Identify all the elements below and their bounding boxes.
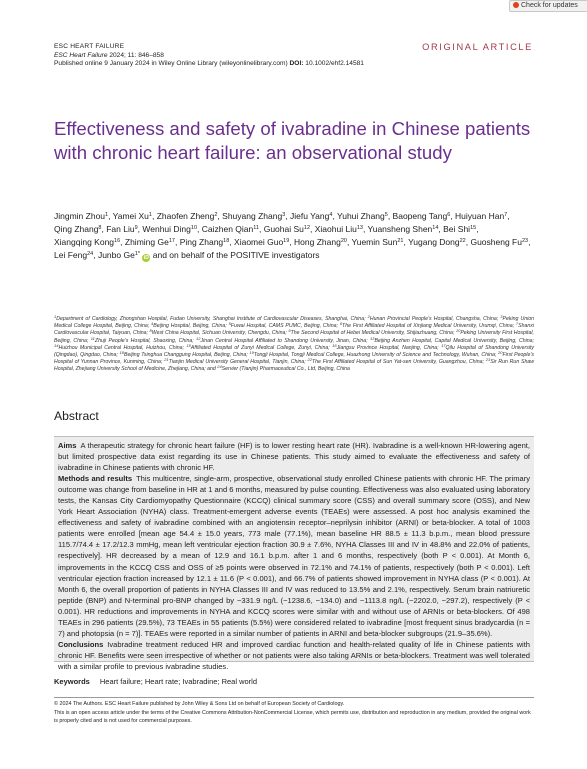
- affiliation-text: Jinan Central Hospital Affiliated to Shandong University, Jinan, China;: [200, 337, 370, 344]
- affiliation-text: Servier (Tianjin) Pharmaceutical Co., Ltd, Beijing, China: [221, 366, 350, 373]
- author-name[interactable]: Guohai Su$^{12}$: [263, 224, 311, 235]
- author-affiliation-ref: 16: [114, 238, 121, 245]
- author-name[interactable]: Ping Zhang$^{18}$: [179, 237, 230, 248]
- author-affiliation-ref: 23: [521, 238, 529, 245]
- doi-value[interactable]: 10.1002/ehf2.14581: [303, 60, 364, 68]
- published-text: Published online 9 January 2024 in Wiley Online Library (wileyonlinelibrary.com): [54, 60, 288, 68]
- abstract-aims: [58, 440, 530, 473]
- doi-label: DOI:: [289, 60, 304, 68]
- author-affiliation-ref: 4: [329, 212, 333, 218]
- aims-label: Aims: [58, 441, 77, 450]
- affiliation-number: 12: [196, 335, 201, 341]
- affiliation-number: 6: [339, 321, 343, 327]
- affiliation-number: 10: [455, 328, 461, 334]
- author-name[interactable]: Jiefu Yang$^4$: [289, 211, 333, 221]
- author-affiliation-ref: 2: [214, 212, 218, 218]
- affiliation-text: Department of Cardiology, Zhongshan Hospital, Fudan University, Shanghai Institute of Cardiovascular Diseases, Shanghai, China;: [56, 316, 368, 322]
- author-affiliation-ref: 24: [87, 251, 94, 258]
- author-affiliation-ref: 21: [397, 238, 404, 245]
- affiliation-number: 21: [164, 357, 169, 363]
- author-name[interactable]: Bei Shi$^{15}$: [443, 224, 477, 235]
- methods-label: Methods and results: [58, 474, 133, 484]
- keywords-text: Heart failure; Heart rate; Ivabradine; Real world: [99, 677, 258, 686]
- affiliation-number: 11: [90, 335, 95, 341]
- author-name[interactable]: Hong Zhang$^{20}$: [294, 237, 347, 248]
- affiliation-text: Qilu Hospital of Shandong University (Qingdao), Qingdao, China;: [54, 344, 535, 359]
- abstract-conclusions: [58, 639, 530, 672]
- author-affiliation-ref: 8: [98, 225, 102, 232]
- affiliation-number: 20: [497, 350, 503, 356]
- affiliation-text: The Second Hospital of Hebei Medical University, Shijiazhuang, China;: [290, 330, 456, 337]
- author-name[interactable]: Yugang Dong$^{22}$: [408, 237, 466, 248]
- author-name[interactable]: Huiyuan Han$^7$: [455, 211, 508, 221]
- affiliation-number: 15: [186, 342, 191, 348]
- author-affiliation-ref: 11: [253, 225, 259, 232]
- author-name[interactable]: Guosheng Fu$^{23}$: [470, 237, 529, 248]
- affiliation-text: Shanxi Cardiovascular Hospital, Taiyuan, China;: [54, 323, 535, 337]
- affiliation-number: 7: [515, 321, 519, 327]
- author-name[interactable]: Shuyang Zhang$^3$: [222, 211, 286, 221]
- keywords: [54, 677, 257, 686]
- author-name[interactable]: Baopeng Tang$^6$: [392, 211, 451, 221]
- author-name[interactable]: Yamei Xu$^1$: [112, 211, 152, 221]
- author-affiliation-ref: 17: [168, 238, 175, 245]
- affiliation-number: 14: [54, 342, 59, 348]
- affiliation-text: Fuwai Hospital, CAMS PUMC, Beijing, China;: [230, 323, 340, 330]
- affiliation-text: The First Affiliated Hospital of Xinjiang Medical University, Urumqi, China;: [342, 323, 516, 330]
- affiliation-number: 3: [500, 314, 503, 319]
- article-type-label: ORIGINAL ARTICLE: [422, 42, 533, 52]
- affiliation-number: 4: [151, 321, 154, 327]
- affiliation-number: 24: [217, 364, 222, 370]
- affiliation-number: 2: [367, 314, 370, 319]
- abstract-methods: [58, 473, 530, 639]
- methods-text: This multicentre, single-arm, prospective, observational study enrolled Chinese patients with chronic HF. The primary outcome was change from baseline in HR at 1 and 6 months, measured by pulse counting. Effectiveness was also evaluated using laboratory tests, the Kansas City Cardiomyopathy Questionnaire (KCCQ) clinical summary score (CSS) and overall summary score (OSS), and New York Heart Association (NYHA) class. Treatment-emergent adverse events (TEAEs) were assessed. A post hoc analysis examined the effectiveness and safety of ivabradine combined with an angiotensin receptor–neprilysin inhibitor (ARNI) or beta-blocker. A total of 1003 patients were enrolled [mean age 54.4 ± 15.0 years, 773 male (77.1%), mean baseline HR 88.5 ± 11.3 b.p.m., mean blood pressure 115.7/74.4 ± 17.2/12.3 mmHg, mean left ventricular ejection fraction 30.9 ± 7.6%, NYHA Classes III and IV in 48.8% and 22.0% of patients, respectively]. HR decreased by a mean of 12.9 and 16.1 b.p.m. after 1 and 6 months, respectively (both P < 0.001). At Month 6, improvements in the KCCQ CSS and OSS of ≥5 points were observed in 72.1% and 74.1% of patients, respectively (both P < 0.001). Left ventricular ejection fraction increased by 12.1 ± 11.6 (P < 0.001), and 66.7% of patients showed improvement in NYHA class (P < 0.001). At Month 6, the overall proportion of patients in NYHA Classes III and IV was reduced to 13.5% and 2.1%, respectively. Serum brain natriuretic peptide (BNP) and N-terminal pro-BNP changed by −331.9 ng/L (−1238.6, −134.0) and −1113.8 ng/L (−2202.0, −297.2), respectively (P < 0.001). HR reductions and improvements in NYHA and KCCQ scores were similar with and without use of ARNIs or beta-blockers. Of 498 TEAEs in 296 patients (29.5%), 73 TEAEs in 55 patients (5.5%) were considered related to ivabradine [most frequent sinus bradycardia (n = 7) and photopsia (n = 7)]. TEAEs were reported in a similar number of patients in ARNI and beta-blocker subgroups (21.9–35.6%).: [58, 474, 530, 638]
- affiliation-number: 18: [119, 350, 124, 356]
- author-affiliation-ref: 20: [340, 238, 347, 245]
- author-affiliation-ref: 1: [105, 212, 109, 218]
- abstract-box: [54, 436, 534, 671]
- conclusions-label: Conclusions: [58, 639, 104, 649]
- author-affiliation-ref: 13: [356, 225, 363, 232]
- footer-divider: [54, 697, 534, 698]
- author-name[interactable]: Junbo $Ge^{1*}$: [97, 250, 141, 261]
- conclusions-text: Ivabradine treatment reduced HR and improved cardiac function and health-related quality of life in Chinese patients with chronic HF. Benefits were seen irrespective of whether or not patients were also taking ARNIs or beta-blockers. Treatment was well tolerated with a similar profile to previous ivabradine studies.: [58, 639, 530, 671]
- check-for-updates-button[interactable]: [509, 0, 587, 12]
- keywords-label: Keywords: [54, 677, 90, 686]
- affiliation-number: 13: [369, 335, 375, 341]
- affiliation-number: 17: [441, 342, 446, 348]
- article-title: Effectiveness and safety of ivabradine in Chinese patients with chronic heart failure: an observational study: [54, 118, 531, 163]
- author-name[interactable]: Yuemin Sun$^{21}$: [351, 237, 404, 248]
- affiliation-text: Tongji Hospital, Tongji Medical College, Huazhong University of Science and Technology, Wuhan, China;: [253, 352, 498, 359]
- affiliation-text: Huizhou Municipal Central Hospital, Huizhou, China;: [58, 344, 187, 351]
- affiliation-text: The First Affiliated Hospital of Sun Yat-sen University, Guangzhou, China;: [312, 359, 486, 366]
- update-dot-icon: [513, 2, 519, 8]
- affiliation-text: Beijing Anzhen Hospital, Capital Medical University, Beijing, China;: [374, 337, 534, 344]
- author-name[interactable]: Wenhui Ding$^{10}$: [142, 224, 198, 235]
- affiliation-number: 9: [288, 328, 291, 334]
- author-affiliation-ref: 7: [504, 212, 508, 218]
- affiliation-number: 16: [332, 342, 337, 348]
- author-affiliation-ref: 5: [384, 212, 388, 218]
- check-for-updates-label: Check for updates: [521, 2, 578, 9]
- affiliation-text: Zhuji People’s Hospital, Shaoxing, China;: [94, 337, 197, 344]
- affiliation-text: Sir Run Run Shaw Hospital, Zhejiang University School of Medicine, Zhejiang, China; and: [54, 359, 535, 373]
- author-affiliation-ref: 1: [148, 212, 152, 218]
- affiliation-text: First People’s Hospital of Yunnan Province, Kunming, China;: [54, 352, 534, 366]
- author-list: Jingmin Zhou$^1$, Yamei Xu$^1$, Zhaofen Zheng$^2$, Shuyang Zhang$^3$, Jiefu Yang$^4$, Yuhui Zhang$^5$, Baopeng Tang$^6$, Huiyuan Han$^7$, Qing Zhang$^8$, Fan Liu$^9$, Wenhui Ding$^{10}$, Caizhen Qian$^{11}$, Guohai Su$^{12}$, Xiaohui Liu$^{13}$, Yuansheng Shen$^{14}$, Bei Shi$^{15}$, Xiangqing Kong$^{16}$, Zhiming Ge$^{17}$, Ping Zhang$^{18}$, Xiaomei Guo$^{19}$, Hong Zhang$^{20}$, Yuemin Sun$^{21}$, Yugang Dong$^{22}$, Guosheng Fu$^{23}$, Lei Feng$^{24}$, Junbo $Ge^{1*}$ iD and on behalf of the POSITIVE investigators: [54, 211, 531, 262]
- affiliation-text: Peking University First Hospital, Beijing, China;: [54, 330, 534, 344]
- author-affiliation-ref: 19: [283, 238, 290, 245]
- copyright-line: © 2024 The Authors. ESC Heart Failure published by John Wiley & Sons Ltd on behalf of European Society of Cardiology.: [54, 701, 345, 707]
- journal-citation: [54, 52, 364, 61]
- author-affiliation-ref: 12: [303, 225, 311, 232]
- author-affiliation-ref: 3: [282, 212, 286, 218]
- copyright-notice: [54, 701, 534, 727]
- affiliation-text: West China Hospital, Sichuan University, Chengdu, China;: [151, 330, 289, 337]
- aims-text: A therapeutic strategy for chronic heart failure (HF) is to lower resting heart rate (HR). Ivabradine is a well-known HR-lowering agent, but limited prospective data exist regarding its use in Chinese patients. This study aimed to evaluate the effectiveness and safety of ivabradine in Chinese patients with chronic HF.: [58, 441, 530, 473]
- citation-journal: ESC Heart Failure: [54, 51, 108, 59]
- affiliation-text: Jiangsu Province Hospital, Nanjing, China;: [336, 344, 442, 351]
- affiliation-text: Affiliated Hospital of Zunyi Medical College, Zunyi, China;: [190, 344, 333, 351]
- author-name[interactable]: Caizhen Qian$^{11}$: [201, 224, 259, 235]
- author-name[interactable]: Lei Feng$^{24}$: [54, 250, 94, 261]
- author-affiliation-ref: 9: [134, 225, 138, 232]
- author-name[interactable]: Xiaohui Liu$^{13}$: [314, 224, 363, 235]
- abstract-heading: Abstract: [54, 409, 99, 423]
- affiliation-text: Beijing Tsinghua Changgung Hospital, Beijing, China;: [124, 352, 250, 359]
- author-name[interactable]: Jingmin Zhou$^1$: [54, 211, 109, 221]
- authors-tail: and on behalf of the POSITIVE investigators: [150, 250, 320, 261]
- affiliation-text: Beijing Hospital, Beijing, China;: [153, 323, 229, 330]
- citation-volume: 2024; 11: 846–858: [107, 51, 164, 59]
- author-affiliation-ref: 15: [470, 225, 477, 232]
- affiliation-number: 1: [54, 314, 57, 319]
- author-name[interactable]: Zhaofen Zheng$^2$: [156, 211, 218, 221]
- affiliation-text: Peking Union Medical College Hospital, Beijing, China;: [54, 316, 535, 330]
- author-affiliation-ref: 6: [447, 212, 451, 218]
- affiliation-number: 22: [307, 357, 312, 363]
- affiliation-text: Tianjin Medical University General Hospital, Tianjin, China;: [168, 359, 308, 366]
- publication-line: [54, 60, 364, 69]
- affiliation-number: 8: [149, 328, 152, 334]
- author-name[interactable]: Yuansheng Shen$^{14}$: [367, 224, 439, 235]
- author-name[interactable]: Qing Zhang$^8$: [54, 224, 102, 235]
- author-affiliation-ref: 18: [223, 238, 230, 245]
- author-affiliation-ref: 22: [459, 238, 466, 245]
- affiliation-text: Hunan Provincial People’s Hospital, Changsha, China;: [369, 316, 501, 322]
- journal-info: [54, 43, 364, 69]
- affiliation-number: 19: [249, 350, 254, 356]
- author-affiliation-ref: 10: [190, 225, 198, 232]
- author-name[interactable]: Xiaomei Guo$^{19}$: [234, 237, 290, 248]
- affiliation-list: [54, 316, 534, 374]
- author-name[interactable]: Xiangqing Kong$^{16}$: [54, 237, 121, 248]
- affiliation-number: 5: [228, 321, 231, 327]
- author-name[interactable]: Fan Liu$^9$: [106, 224, 138, 235]
- license-line: This is an open access article under the terms of the Creative Commons Attribution-NonCommercial License, which permits use, distribution and reproduction in any medium, provided the original work is properly cited and is not used for commercial purposes.: [54, 710, 531, 724]
- author-affiliation-ref: 14: [432, 225, 439, 232]
- author-name[interactable]: Yuhui Zhang$^5$: [337, 211, 388, 221]
- journal-name: ESC HEART FAILURE: [54, 43, 125, 50]
- orcid-icon[interactable]: iD: [143, 255, 149, 262]
- affiliation-number: 23: [485, 357, 491, 363]
- author-affiliation-ref: 1*: [134, 251, 141, 258]
- author-name[interactable]: Zhiming Ge$^{17}$: [124, 237, 175, 248]
